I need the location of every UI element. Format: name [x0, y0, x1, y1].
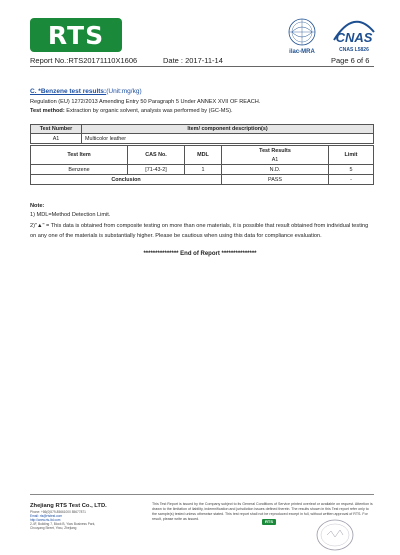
- end-of-report: *************** End of Report ***************: [143, 251, 257, 257]
- cell-cas: [71-43-2]: [128, 165, 185, 175]
- ilac-mra-logo: [282, 16, 322, 56]
- cell-result: N.D.: [222, 165, 329, 175]
- section-unit: (Unit:mg/kg): [106, 88, 142, 95]
- conclusion-label: Conclusion: [31, 175, 222, 185]
- page-number: Page 6 of 6: [331, 56, 370, 65]
- report-date: Date : 2017-11-14: [163, 56, 223, 65]
- note-heading: Note:: [30, 203, 45, 209]
- regulation-text: Regulation (EU) 1272/2013 Amending Entry 50 Paragraph 5 Under ANNEX XVII OF REACH.: [30, 99, 261, 105]
- note-1: 1) MDL=Method Detection Limit.: [30, 212, 111, 218]
- cell-test-number: A1: [31, 134, 82, 144]
- col-sample-a1: A1: [222, 155, 329, 165]
- footer-mini-logo: RTS: [262, 519, 276, 525]
- footer-company: Zhejiang RTS Test Co., LTD.: [30, 503, 107, 509]
- cell-description: Multicolor leather: [82, 134, 374, 144]
- conclusion-limit: -: [329, 175, 374, 185]
- test-method: [30, 108, 233, 114]
- ilac-text: ilac-MRA: [289, 49, 315, 55]
- table-row: [31, 134, 374, 144]
- col-limit: Limit: [329, 146, 374, 165]
- footer-address-2: Chouyang Street, Yiwu, Zhejiang: [30, 526, 77, 530]
- table-header-row: [31, 125, 374, 134]
- col-cas: CAS No.: [128, 146, 185, 165]
- col-description: Item/ component description(s): [82, 125, 374, 134]
- conclusion-result: PASS: [222, 175, 329, 185]
- col-test-item: Test Item: [31, 146, 128, 165]
- cell-mdl: 1: [185, 165, 222, 175]
- footer-contact: [30, 510, 130, 530]
- footer-disclaimer: This Test Report is issued by the Company subject to its General Conditions of Service printed overleaf or available on request. Attention is drawn to the limitation of liability, indemnification and jurisdiction issues defined therein. The results shown in this Test report refer only to the sample(s) tested unless otherwise stated. This test report shall not be reproduced except in full, without written approval of RTS. For result, please write as issued.: [152, 502, 373, 521]
- sample-table: [30, 124, 374, 144]
- col-test-results: Test Results: [222, 146, 329, 156]
- company-seal-stamp: [315, 518, 355, 552]
- header-divider: [30, 66, 374, 67]
- test-method-label: Test method:: [30, 108, 65, 114]
- cell-limit: 5: [329, 165, 374, 175]
- report-number: Report No.:RTS20171110X1606: [30, 56, 138, 65]
- note-2: 2)"▲" = This data is obtained from composite testing on more than one materials, it is possible that result obtained from individual testing on any one of the materials is substantially higher. Please be cautious when using this data for compliance evaluation.: [30, 223, 369, 239]
- cell-test-item: Benzene: [31, 165, 128, 175]
- footer-website: http://www.rts-ltd.com: [30, 518, 61, 522]
- footer-email: Email: rts@rtstest.com: [30, 514, 63, 518]
- rts-logo: RTS: [30, 18, 122, 52]
- conclusion-row: [31, 175, 374, 185]
- section-title-text: C. *Benzene test results:: [30, 88, 107, 95]
- test-method-text: Extraction by organic solvent, analysis was performed by (GC-MS).: [66, 108, 233, 114]
- col-test-number: Test Number: [31, 125, 82, 134]
- table-header-row: [31, 146, 374, 156]
- footer-phone: Phone: +86(0)579-85661000 85677871: [30, 510, 86, 514]
- table-row: [31, 165, 374, 175]
- results-table: [30, 145, 374, 185]
- section-title: [30, 88, 142, 95]
- cnas-code: CNAS L5826: [339, 47, 369, 53]
- cnas-text: CNAS: [335, 30, 373, 45]
- col-mdl: MDL: [185, 146, 222, 165]
- footer-address-1: 2-4F, Building 7, Block B, Yiwu Business Park,: [30, 522, 96, 526]
- footer-divider: [30, 494, 374, 495]
